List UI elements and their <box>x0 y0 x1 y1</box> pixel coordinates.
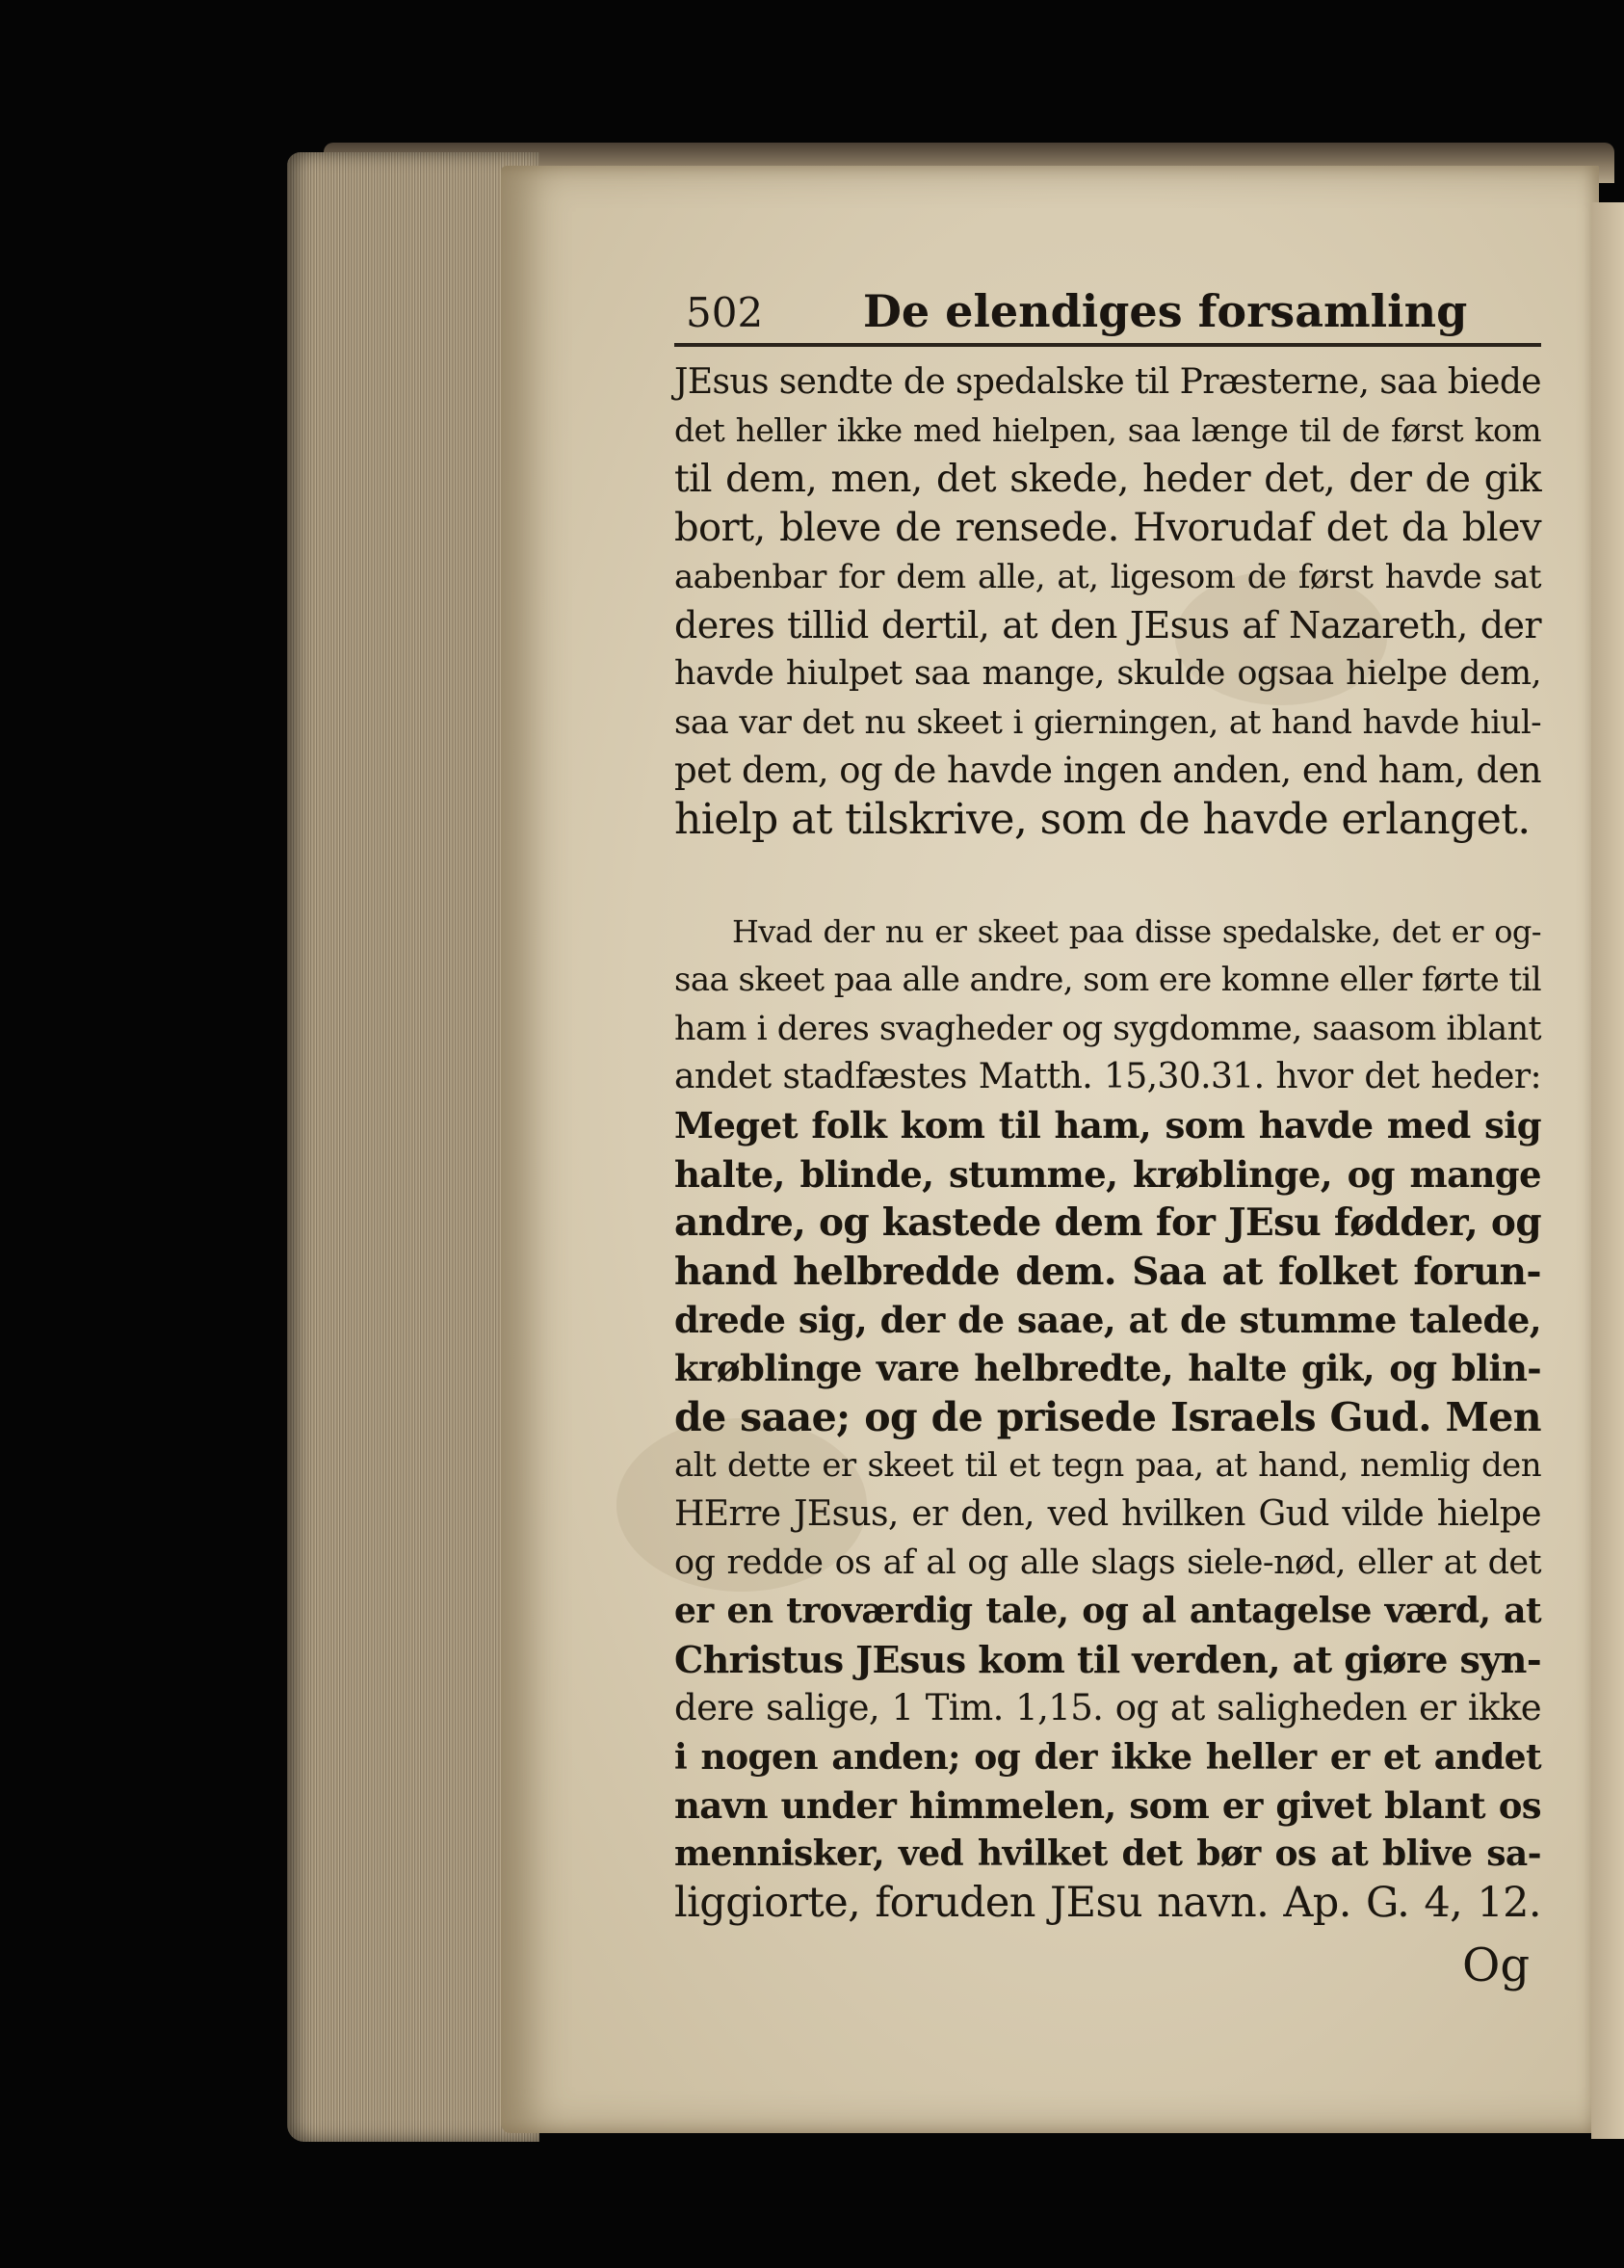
text-line: havde hiulpet saa mange, skulde ogsaa hielpe dem, <box>674 654 1541 694</box>
text-line: saa skeet paa alle andre, som ere komne eller førte til <box>674 961 1541 1000</box>
text-line: Hvad der nu er skeet paa disse spedalske, det er og- <box>732 912 1541 950</box>
text-line: aabenbar for dem alle, at, ligesom de først havde sat <box>674 557 1541 596</box>
facing-page-edge <box>1591 202 1624 2139</box>
text-line: i nogen anden; og der ikke heller er et andet <box>674 1736 1541 1778</box>
page-header <box>674 285 1541 347</box>
text-line: hielp at tilskrive, som de havde erlanget. <box>674 794 1531 844</box>
text-line: alt dette er skeet til et tegn paa, at hand, nemlig den <box>674 1446 1541 1486</box>
text-line: navn under himmelen, som er givet blant os <box>674 1783 1541 1827</box>
text-line: bort, bleve de rensede. Hvorudaf det da blev <box>674 506 1541 551</box>
header-rule <box>674 343 1541 347</box>
text-line: JEsus sendte de spedalske til Præsterne, saa biede <box>674 362 1541 402</box>
text-line: pet dem, og de havde ingen anden, end ham, den <box>674 750 1541 792</box>
paragraph-1 <box>674 358 1541 844</box>
text-line: de saae; og de prisede Israels Gud. Men <box>674 1393 1541 1440</box>
text-line: Christus JEsus kom til verden, at giøre syn- <box>674 1637 1541 1681</box>
text-line: andre, og kastede dem for JEsu fødder, og <box>674 1200 1541 1246</box>
text-line: ham i deres svagheder og sygdomme, saasom iblant <box>674 1009 1541 1048</box>
text-line: halte, blinde, stumme, krøblinge, og mange <box>674 1152 1541 1196</box>
text-line: deres tillid dertil, at den JEsus af Nazareth, der <box>674 603 1541 646</box>
text-line: krøblinge vare helbredte, halte gik, og blin- <box>674 1347 1541 1390</box>
text-line: liggiorte, foruden JEsu navn. Ap. G. 4, 12. <box>674 1878 1541 1927</box>
text-line: dere salige, 1 Tim. 1,15. og at saligheden er ikke <box>674 1687 1541 1729</box>
text-line: til dem, men, det skede, heder det, der de gik <box>674 457 1541 501</box>
text-line: saa var det nu skeet i gierningen, at hand havde hiul- <box>674 702 1541 742</box>
text-line: HErre JEsus, er den, ved hvilken Gud vilde hielpe <box>674 1493 1541 1534</box>
text-line: det heller ikke med hielpen, saa længe til de først kom <box>674 411 1541 450</box>
text-line: andet stadfæstes Matth. 15,30.31. hvor det heder: <box>674 1057 1541 1097</box>
paragraph-gap <box>674 844 1541 908</box>
text-line: er en troværdig tale, og al antagelse værd, at <box>674 1591 1541 1632</box>
text-line: Meget folk kom til ham, som havde med sig <box>674 1104 1541 1147</box>
paragraph-2 <box>674 908 1541 1927</box>
body-text <box>674 358 1541 1927</box>
text-line: hand helbredde dem. Saa at folket forun- <box>674 1249 1541 1294</box>
text-line: og redde os af al og alle slags siele-nød, eller at det <box>674 1543 1541 1582</box>
text-line: drede sig, der de saae, at de stumme talede, <box>674 1299 1541 1342</box>
page-number: 502 <box>686 289 764 336</box>
running-head: De elendiges forsamling <box>863 285 1468 337</box>
text-line: mennisker, ved hvilket det bør os at blive sa- <box>674 1833 1541 1875</box>
catchword: Og <box>1462 1938 1531 1992</box>
